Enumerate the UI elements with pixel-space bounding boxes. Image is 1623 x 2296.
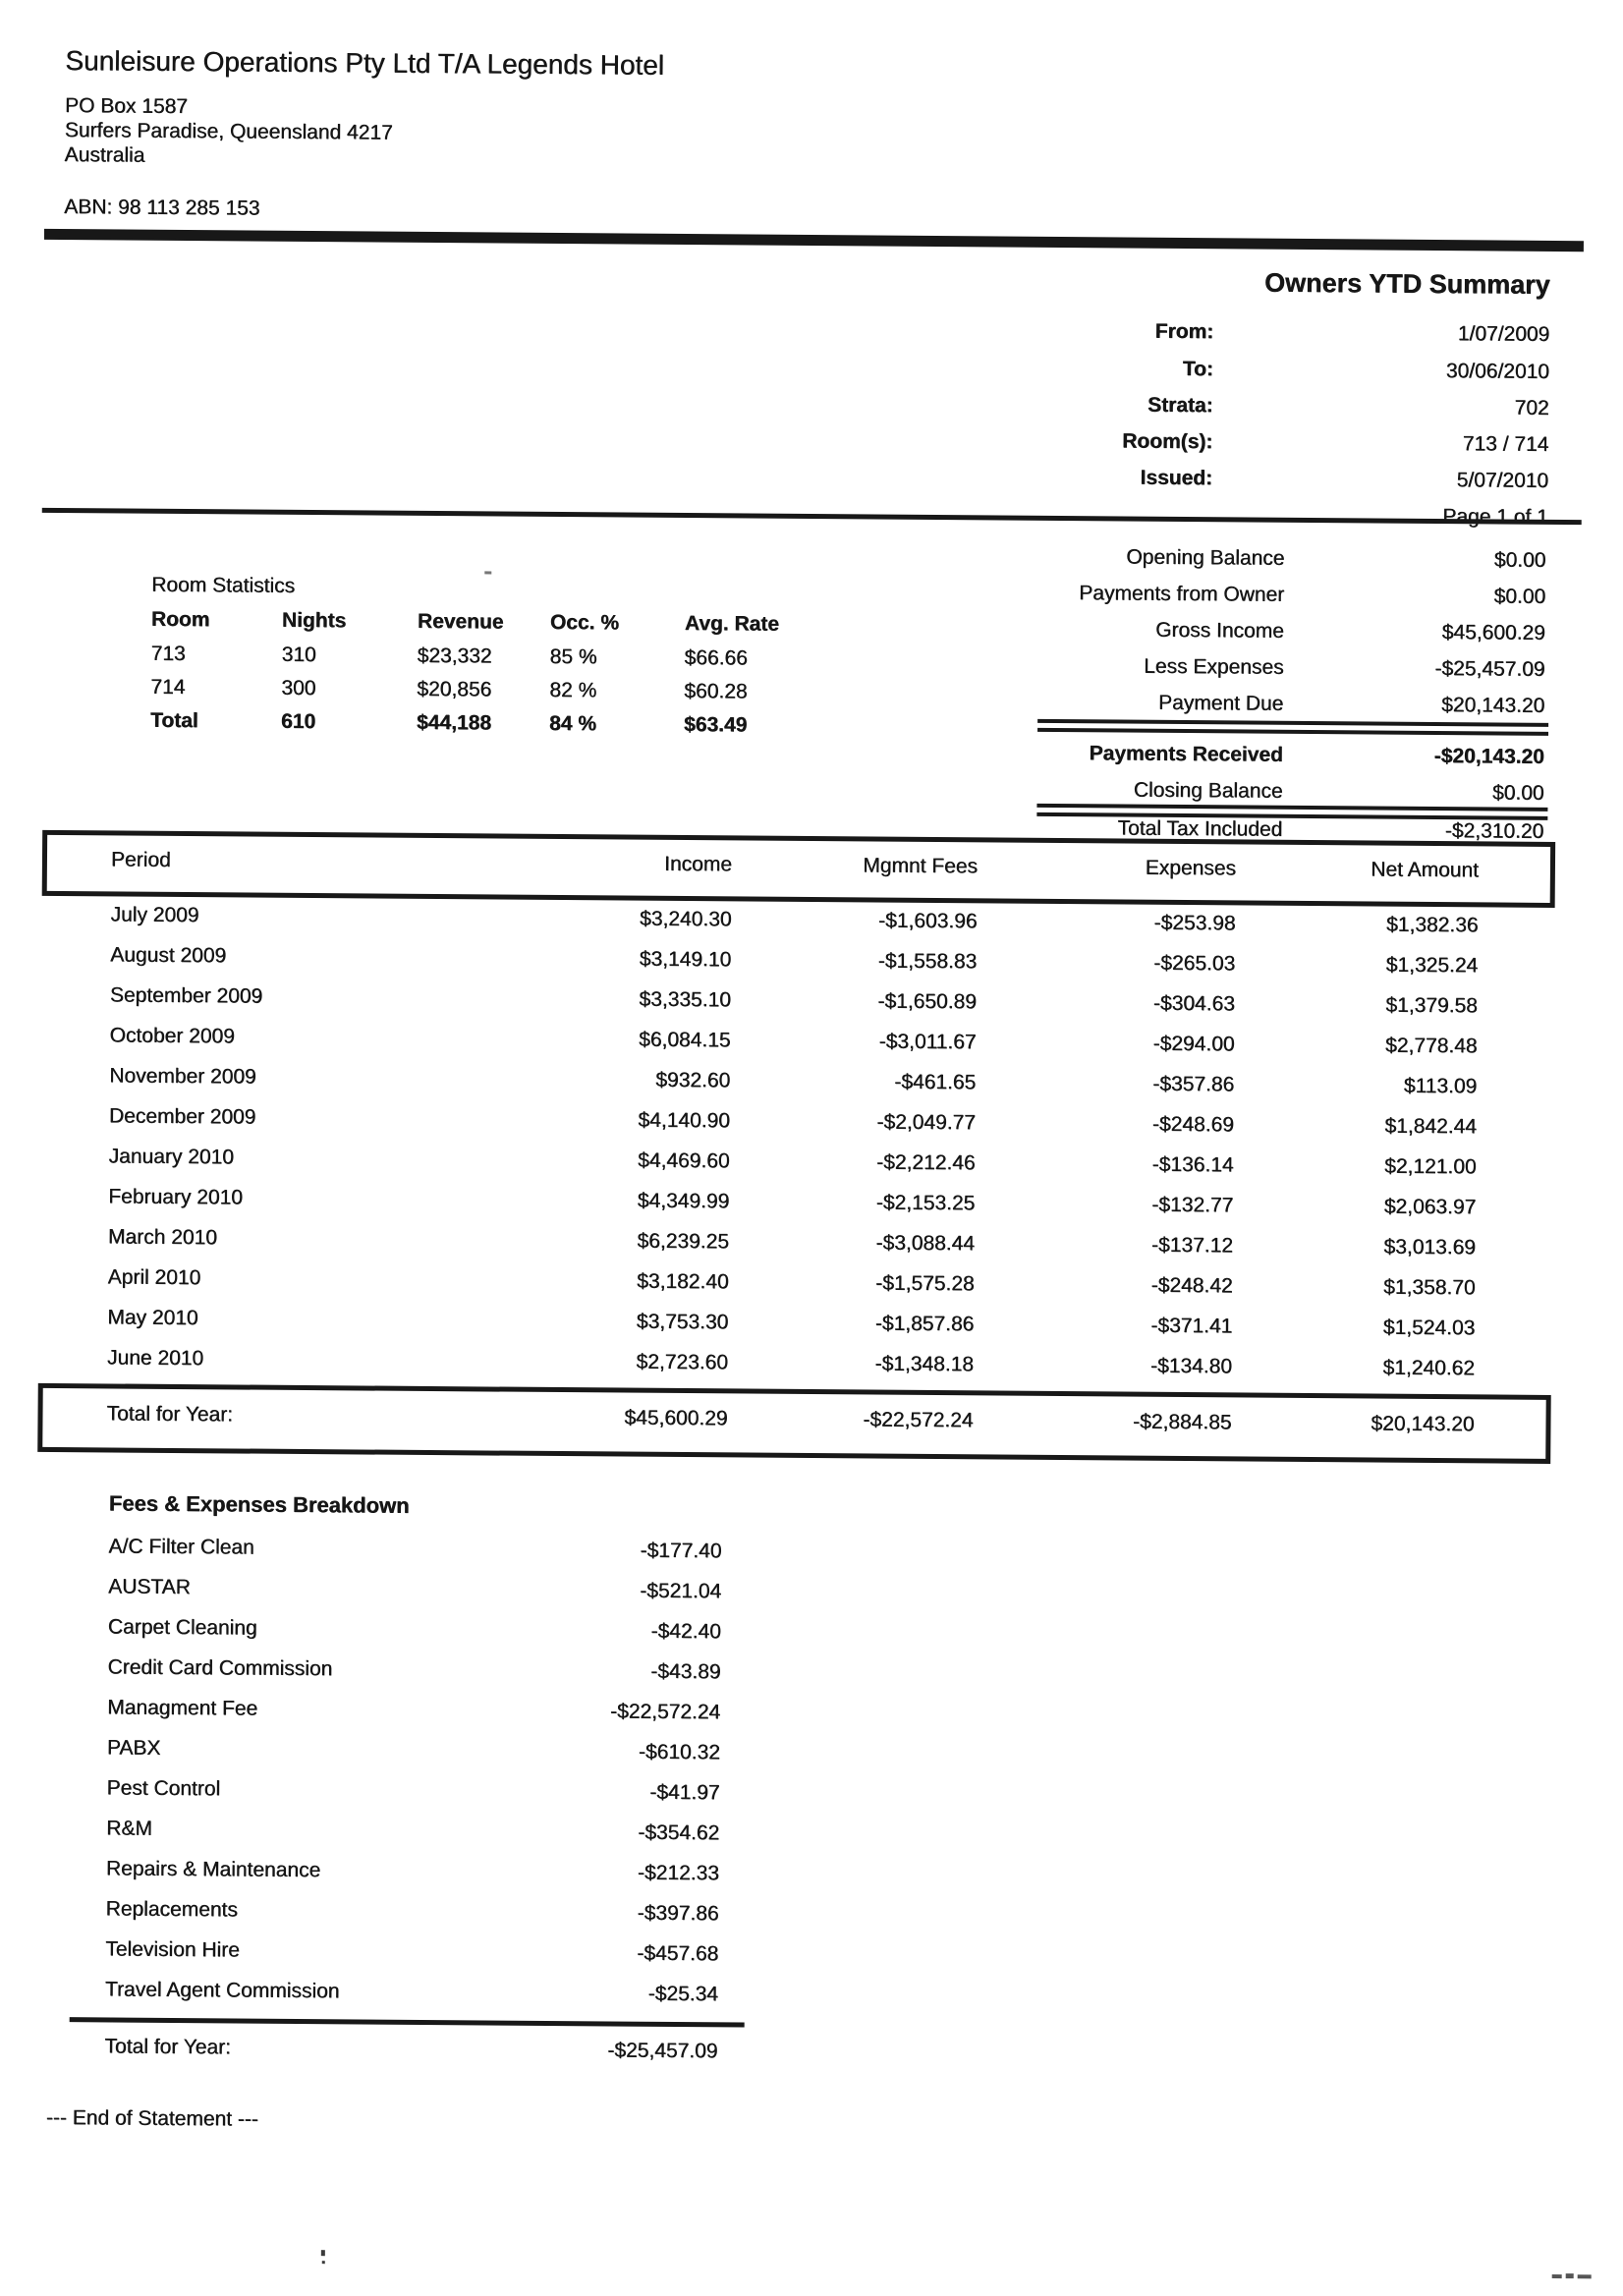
fee-value: -$41.97 [649, 1780, 720, 1805]
mgmnt-fees-header: Mgmnt Fees [863, 854, 979, 878]
payments-from-owner-value: $0.00 [1493, 585, 1546, 608]
room-cell: 713 [150, 642, 186, 666]
company-address-line2: Surfers Paradise, Queensland 4217 [64, 119, 393, 144]
period-cell: January 2010 [108, 1145, 234, 1169]
nights-header: Nights [281, 608, 347, 633]
income-header: Income [663, 852, 733, 876]
less-expenses-label: Less Expenses [1144, 654, 1284, 679]
page-number: Page 1 of 1 [1442, 505, 1548, 529]
net-amount-cell: $2,063.97 [1383, 1195, 1477, 1219]
fee-value: -$212.33 [637, 1861, 719, 1885]
mgmnt-fees-cell: -$1,650.89 [877, 989, 977, 1014]
fees-total-value: -$25,457.09 [607, 2039, 718, 2063]
fee-label: Television Hire [105, 1937, 240, 1962]
period-cell: February 2010 [108, 1185, 243, 1209]
expenses-cell: -$294.00 [1152, 1032, 1235, 1056]
avg-rate-header: Avg. Rate [684, 612, 780, 636]
net-amount-cell: $1,379.58 [1385, 993, 1478, 1018]
mgmnt-fees-cell: -$1,348.18 [874, 1352, 975, 1376]
company-abn: ABN: 98 113 285 153 [64, 196, 260, 220]
expenses-cell: -$248.69 [1151, 1112, 1234, 1137]
fee-value: -$177.40 [640, 1539, 722, 1563]
fee-label: PABX [106, 1736, 161, 1760]
fee-value: -$25.34 [647, 1982, 719, 2006]
mgmnt-fees-cell: -$1,558.83 [877, 949, 978, 974]
total-expenses-cell: -$2,884.85 [1133, 1410, 1232, 1434]
to-value: 30/06/2010 [1445, 360, 1550, 383]
net-amount-cell: $1,382.36 [1385, 913, 1479, 937]
expenses-cell: -$136.14 [1151, 1152, 1234, 1177]
income-cell: $6,239.25 [637, 1229, 730, 1254]
occupancy-cell: 85 % [549, 644, 597, 669]
from-value: 1/07/2009 [1457, 322, 1550, 346]
total-income-cell: $45,600.29 [624, 1406, 728, 1430]
fee-label: AUSTAR [108, 1575, 191, 1599]
strata-value: 702 [1514, 396, 1549, 420]
total-for-year-label: Total for Year: [106, 1402, 234, 1427]
fee-label: A/C Filter Clean [108, 1535, 254, 1559]
revenue-total-cell: $44,188 [416, 710, 492, 735]
mgmnt-fees-cell: -$3,011.67 [878, 1030, 977, 1054]
period-cell: October 2009 [109, 1024, 235, 1048]
payment-due-value: $20,143.20 [1441, 694, 1545, 717]
fees-total-row [0, 2025, 1609, 2078]
scan-speck [1578, 2274, 1592, 2278]
income-cell: $6,084.15 [639, 1028, 731, 1052]
income-cell: $3,182.40 [637, 1269, 729, 1294]
scan-speck [484, 571, 491, 574]
mgmnt-fees-cell: -$2,153.25 [875, 1191, 976, 1215]
income-cell: $932.60 [655, 1068, 731, 1092]
income-cell: $4,349.99 [637, 1189, 730, 1213]
expenses-cell: -$357.86 [1152, 1072, 1235, 1096]
net-amount-cell: $1,325.24 [1385, 953, 1479, 978]
mgmnt-fees-cell: -$2,049.77 [876, 1110, 976, 1135]
mgmnt-fees-cell: -$3,088.44 [875, 1231, 976, 1256]
mgmnt-fees-cell: -$2,212.46 [876, 1150, 976, 1175]
total-net-amount-cell: $20,143.20 [1371, 1412, 1475, 1436]
net-amount-cell: $2,778.48 [1385, 1034, 1478, 1058]
nights-cell: 310 [281, 643, 316, 667]
room-total-cell: Total [149, 708, 198, 733]
period-cell: June 2010 [106, 1346, 204, 1371]
occupancy-cell: 82 % [549, 678, 597, 702]
mgmnt-fees-cell: -$1,603.96 [877, 909, 978, 933]
income-cell: $3,240.30 [639, 907, 732, 931]
payments-from-owner-label: Payments from Owner [1079, 582, 1285, 606]
period-cell: November 2009 [109, 1064, 256, 1089]
occupancy-total-cell: 84 % [548, 711, 597, 736]
fee-label: Managment Fee [107, 1696, 258, 1720]
period-cell: April 2010 [107, 1265, 201, 1290]
rooms-value: 713 / 714 [1462, 432, 1549, 456]
period-cell: August 2009 [110, 943, 227, 968]
company-name: Sunleisure Operations Pty Ltd T/A Legends Hotel [65, 45, 665, 81]
fee-label: Travel Agent Commission [104, 1978, 340, 2003]
company-address-line3: Australia [64, 143, 145, 167]
avg-rate-cell: $60.28 [684, 680, 748, 703]
fees-total-label: Total for Year: [104, 2035, 231, 2059]
fee-label: Pest Control [106, 1776, 221, 1801]
fee-value: -$22,572.24 [609, 1700, 721, 1724]
less-expenses-value: -$25,457.09 [1434, 657, 1545, 681]
fee-label: Credit Card Commission [107, 1655, 333, 1681]
net-amount-cell: $113.09 [1403, 1074, 1478, 1098]
payments-received-value: -$20,143.20 [1433, 745, 1544, 768]
net-amount-header: Net Amount [1371, 858, 1480, 882]
fee-value: -$521.04 [640, 1579, 722, 1603]
period-cell: March 2010 [107, 1225, 217, 1250]
revenue-cell: $23,332 [417, 644, 492, 668]
fee-label: Repairs & Maintenance [105, 1857, 321, 1882]
expenses-cell: -$134.80 [1149, 1354, 1233, 1378]
expenses-cell: -$253.98 [1153, 911, 1236, 935]
strata-label: Strata: [1147, 393, 1213, 418]
expenses-cell: -$265.03 [1153, 951, 1236, 976]
income-cell: $3,335.10 [639, 987, 731, 1012]
fee-label: R&M [106, 1817, 152, 1840]
mgmnt-fees-cell: -$1,575.28 [875, 1271, 975, 1296]
from-label: From: [1154, 319, 1214, 344]
room-statistics-title: Room Statistics [151, 573, 296, 597]
income-cell: $2,723.60 [636, 1350, 729, 1374]
revenue-cell: $20,856 [417, 677, 492, 701]
scan-speck [321, 2250, 325, 2256]
room-cell: 714 [150, 675, 186, 700]
nights-total-cell: 610 [280, 709, 316, 734]
net-amount-cell: $2,121.00 [1384, 1154, 1477, 1179]
fee-value: -$397.86 [637, 1901, 719, 1926]
expenses-header: Expenses [1145, 856, 1237, 880]
period-cell: May 2010 [107, 1306, 198, 1330]
fee-value: -$43.89 [650, 1659, 721, 1684]
total-tax-label: Total Tax Included [1117, 816, 1283, 841]
payments-received-label: Payments Received [1089, 742, 1283, 766]
fee-value: -$457.68 [637, 1941, 719, 1966]
income-cell: $3,149.10 [639, 947, 732, 972]
room-header: Room [150, 607, 210, 632]
expenses-cell: -$371.41 [1150, 1314, 1233, 1338]
income-cell: $4,469.60 [638, 1148, 730, 1173]
revenue-header: Revenue [417, 609, 504, 634]
fee-value: -$42.40 [650, 1619, 721, 1644]
expenses-cell: -$304.63 [1152, 991, 1235, 1016]
scan-speck [322, 2261, 325, 2264]
income-cell: $3,753.30 [636, 1310, 729, 1334]
period-header: Period [110, 848, 171, 871]
net-amount-cell: $1,240.62 [1382, 1356, 1476, 1380]
opening-balance-label: Opening Balance [1126, 545, 1285, 570]
fee-label: Replacements [105, 1897, 238, 1922]
period-cell: July 2009 [110, 903, 199, 927]
top-divider-rule [44, 229, 1584, 252]
report-title: Owners YTD Summary [1263, 267, 1550, 300]
period-cell: December 2009 [108, 1104, 256, 1129]
to-label: To: [1182, 357, 1214, 381]
scan-speck [1566, 2273, 1574, 2278]
mgmnt-fees-cell: -$1,857.86 [874, 1312, 975, 1336]
period-cell: September 2009 [109, 983, 263, 1008]
avg-rate-cell: $66.66 [684, 646, 748, 670]
closing-balance-value: $0.00 [1491, 781, 1544, 805]
nights-cell: 300 [281, 676, 316, 700]
fee-label: Carpet Cleaning [107, 1615, 257, 1640]
expenses-cell: -$132.77 [1151, 1193, 1234, 1217]
scan-speck [1552, 2274, 1562, 2278]
net-amount-cell: $1,842.44 [1384, 1114, 1477, 1139]
payment-due-label: Payment Due [1157, 691, 1284, 715]
issued-value: 5/07/2010 [1456, 469, 1549, 492]
avg-rate-total-cell: $63.49 [683, 713, 748, 737]
fee-value: -$354.62 [638, 1820, 720, 1845]
rooms-label: Room(s): [1122, 429, 1213, 454]
opening-balance-value: $0.00 [1493, 548, 1546, 572]
net-amount-cell: $1,358.70 [1383, 1275, 1476, 1300]
closing-balance-label: Closing Balance [1133, 778, 1283, 803]
total-mgmnt-fees-cell: -$22,572.24 [863, 1408, 974, 1432]
occupancy-header: Occ. % [549, 610, 620, 635]
expenses-cell: -$248.42 [1150, 1273, 1233, 1298]
total-tax-value: -$2,310.20 [1444, 819, 1544, 843]
net-amount-cell: $3,013.69 [1383, 1235, 1477, 1260]
issued-label: Issued: [1140, 466, 1213, 490]
fees-breakdown-title: Fees & Expenses Breakdown [108, 1490, 410, 1518]
company-address-line1: PO Box 1587 [64, 94, 189, 119]
end-of-statement-text: --- End of Statement --- [45, 2105, 258, 2131]
net-amount-cell: $1,524.03 [1382, 1316, 1476, 1340]
expenses-cell: -$137.12 [1150, 1233, 1234, 1258]
fee-value: -$610.32 [638, 1740, 720, 1764]
income-cell: $4,140.90 [638, 1108, 730, 1133]
mgmnt-fees-cell: -$461.65 [894, 1070, 977, 1094]
gross-income-label: Gross Income [1155, 618, 1284, 643]
gross-income-value: $45,600.29 [1441, 621, 1545, 644]
